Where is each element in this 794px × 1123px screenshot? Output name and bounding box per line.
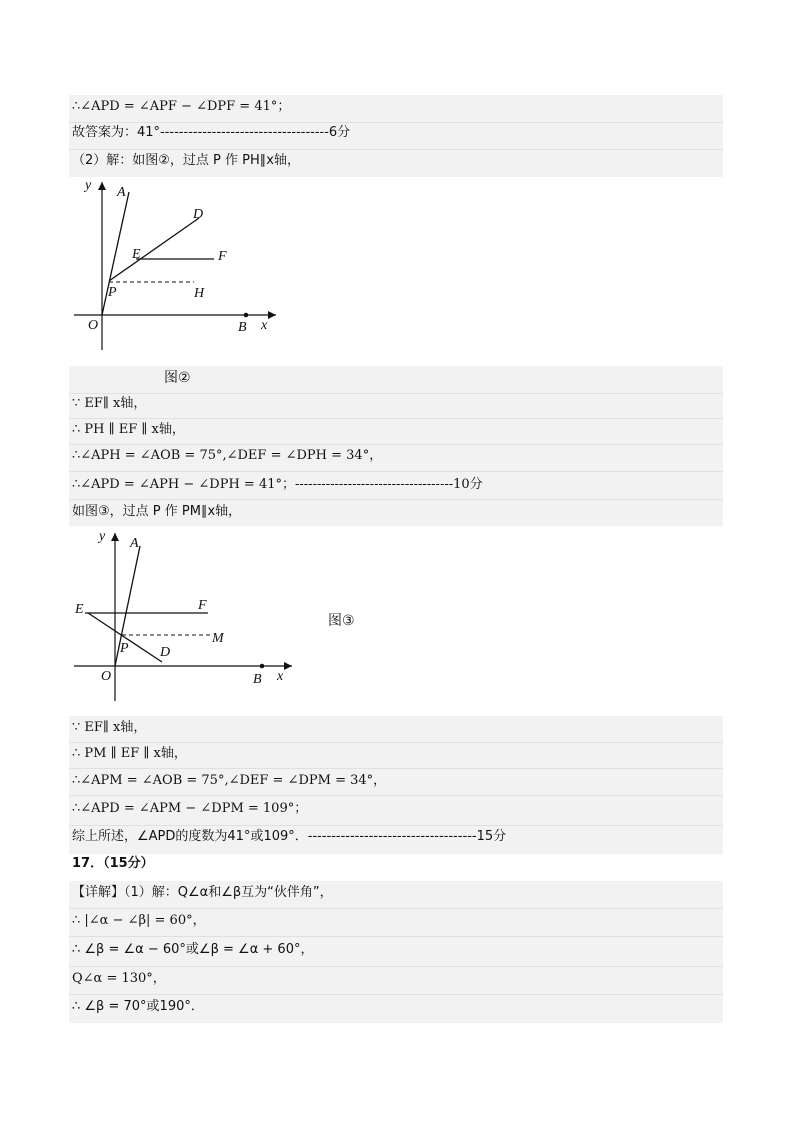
divider <box>69 742 723 743</box>
solution-line: ∵ EF∥ x轴， <box>72 396 147 411</box>
fig3-label-p: P <box>120 641 129 656</box>
solution-line: ∵ EF∥ x轴， <box>72 720 147 735</box>
solution-line: Q∠α = 130°， <box>72 971 166 986</box>
figure-3 <box>72 529 295 707</box>
divider <box>69 936 723 937</box>
fig2-label-b: B <box>238 320 247 335</box>
fig3-label-f: F <box>198 598 207 613</box>
fig3-label-x: x <box>277 669 284 684</box>
divider <box>69 444 723 445</box>
fig3-label-b: B <box>253 672 262 687</box>
figure-3-caption: 图③ <box>328 613 355 629</box>
solution-line: ∴ PH ∥ EF ∥ x轴， <box>72 422 185 437</box>
fig3-label-y: y <box>99 529 106 544</box>
divider <box>69 908 723 909</box>
fig2-label-p: P <box>108 285 117 300</box>
solution-line: ∴∠APM = ∠AOB = 75°,∠DEF = ∠DPM = 34°， <box>72 773 387 788</box>
solution-line: ∴∠APD = ∠APF − ∠DPF = 41°； <box>72 99 291 114</box>
divider <box>69 499 723 500</box>
divider <box>69 795 723 796</box>
solution-block-2 <box>69 366 723 526</box>
answer-line: 故答案为：41°------------------------------------6分 <box>72 125 351 140</box>
part-2-heading: （2）解：如图②，过点 P 作 PH∥x轴， <box>72 153 300 168</box>
solution-line: ∴ PM ∥ EF ∥ x轴， <box>72 746 187 761</box>
divider <box>69 966 723 967</box>
divider <box>69 994 723 995</box>
fig2-label-a: A <box>117 185 126 200</box>
fig2-label-o: O <box>88 318 99 333</box>
fig2-label-d: D <box>193 207 204 222</box>
summary-line: 综上所述，∠APD的度数为41°或109°．------------------------------------15分 <box>72 829 507 844</box>
solution-line: ∴∠APD = ∠APH − ∠DPH = 41°；------------------------------------10分 <box>72 477 483 492</box>
divider <box>69 418 723 419</box>
divider <box>69 825 723 826</box>
figure-2-diagram <box>72 178 280 356</box>
fig2-label-x: x <box>261 318 268 333</box>
figure-3-diagram <box>72 529 295 707</box>
fig3-label-a: A <box>130 536 139 551</box>
divider <box>69 122 723 123</box>
fig2-label-e: E <box>132 247 141 262</box>
solution-line: ∴ ∠β = ∠α − 60°或∠β = ∠α + 60°， <box>72 942 314 957</box>
fig3-label-o: O <box>101 669 112 684</box>
divider <box>69 768 723 769</box>
fig3-label-d: D <box>160 645 171 660</box>
divider <box>69 471 723 472</box>
solution-line: ∴ |∠α − ∠β| = 60°， <box>72 913 206 928</box>
solution-line: ∴ ∠β = 70°或190°． <box>72 999 204 1014</box>
fig3-label-e: E <box>75 602 84 617</box>
fig2-label-f: F <box>218 249 227 264</box>
fig2-label-h: H <box>194 286 205 301</box>
question-17-heading: 17．（15分） <box>72 856 154 871</box>
fig2-label-y: y <box>85 178 92 193</box>
figure-2 <box>72 178 280 356</box>
solution-line: ∴∠APH = ∠AOB = 75°,∠DEF = ∠DPH = 34°， <box>72 448 383 463</box>
detail-heading: 【详解】（1）解：Q∠α和∠β互为“伙伴角”， <box>72 885 333 900</box>
solution-line: 如图③，过点 P 作 PM∥x轴， <box>72 504 242 519</box>
fig3-label-m: M <box>212 631 224 646</box>
solution-line: ∴∠APD = ∠APM − ∠DPM = 109°； <box>72 801 308 816</box>
divider <box>69 393 723 394</box>
divider <box>69 149 723 150</box>
figure-2-caption: 图② <box>164 370 191 386</box>
